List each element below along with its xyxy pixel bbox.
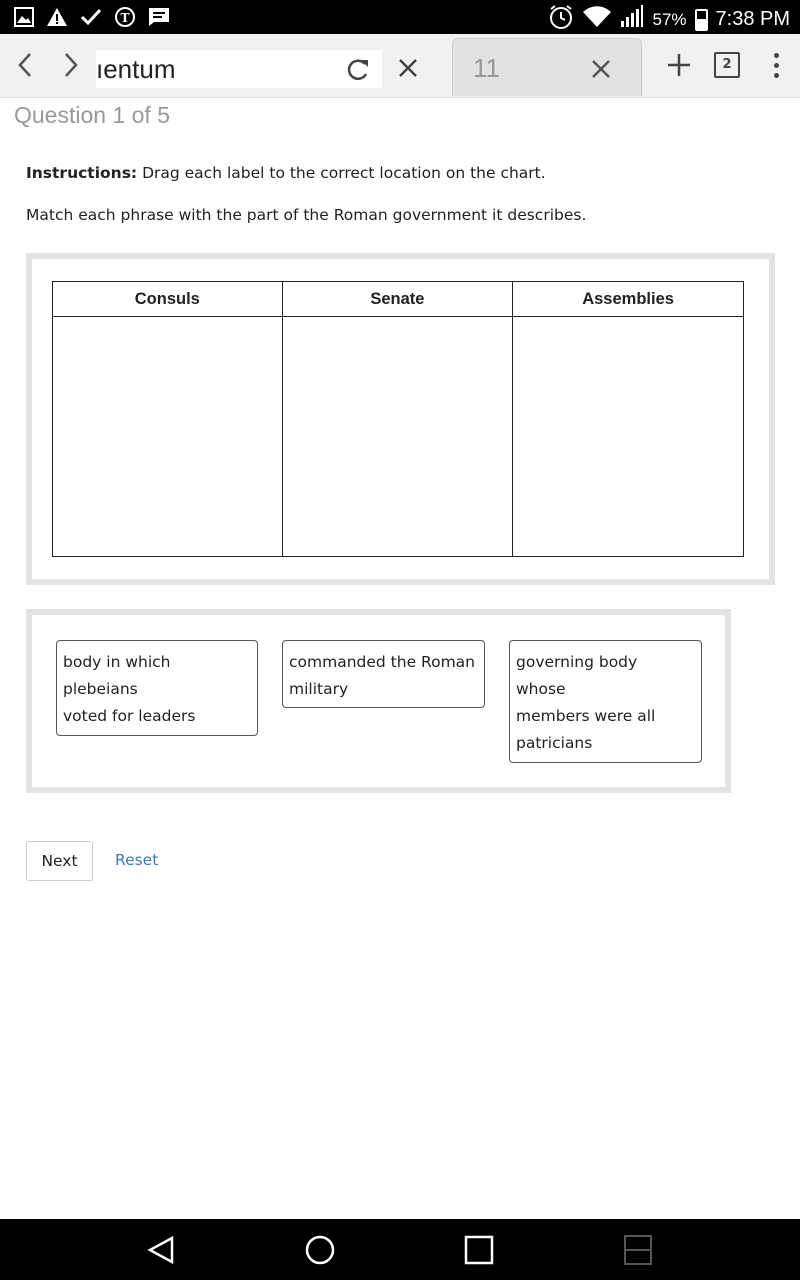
signal-icon — [620, 5, 644, 34]
more-vertical-icon — [774, 53, 779, 58]
split-screen-button[interactable] — [620, 1232, 656, 1268]
home-nav-button[interactable] — [302, 1232, 338, 1268]
back-triangle-icon — [144, 1232, 180, 1268]
label-line: whose — [516, 680, 566, 698]
labels-panel — [26, 609, 731, 793]
draggable-label[interactable] — [56, 640, 258, 736]
column-header-senate: Senate — [282, 282, 513, 317]
close-icon — [587, 55, 615, 83]
reload-button[interactable] — [344, 56, 372, 84]
chevron-right-icon — [61, 50, 81, 80]
status-bar — [0, 0, 800, 34]
inactive-tab[interactable] — [452, 38, 642, 96]
column-header-consuls: Consuls — [53, 282, 283, 317]
inactive-tab-title: 11 — [473, 53, 500, 83]
drop-chart — [52, 281, 744, 557]
message-icon — [148, 7, 170, 31]
tribune-icon — [114, 6, 136, 32]
back-nav-button[interactable] — [144, 1232, 180, 1268]
label-line: voted for leaders — [63, 707, 196, 725]
svg-text:T: T — [120, 11, 130, 25]
recents-nav-button[interactable] — [461, 1232, 497, 1268]
instructions-text: Drag each label to the correct location on the chart. — [142, 164, 546, 182]
close-icon — [394, 54, 422, 82]
label-line: patricians — [516, 734, 593, 752]
back-button[interactable] — [10, 48, 40, 82]
check-icon — [80, 7, 102, 31]
drop-zone-consuls[interactable] — [53, 317, 283, 557]
gallery-icon — [14, 7, 34, 31]
wifi-icon — [582, 5, 612, 34]
chart-panel — [26, 253, 775, 585]
reload-icon — [344, 56, 372, 84]
label-line: military — [289, 680, 349, 698]
close-tab-button[interactable] — [394, 54, 422, 82]
chevron-left-icon — [15, 50, 35, 80]
battery-percent: 57% — [652, 9, 687, 29]
menu-dot — [774, 73, 779, 78]
browser-toolbar — [0, 34, 800, 98]
drop-zone-assemblies[interactable] — [513, 317, 744, 557]
draggable-label[interactable] — [282, 640, 485, 708]
instructions — [26, 164, 546, 182]
system-icons — [548, 4, 790, 35]
menu-dot — [774, 63, 779, 68]
home-circle-icon — [302, 1232, 338, 1268]
label-line: plebeians — [63, 680, 138, 698]
question-prompt: Match each phrase with the part of the Roman government it describes. — [26, 206, 587, 224]
warning-icon — [46, 7, 68, 31]
plus-icon — [664, 50, 694, 80]
forward-button[interactable] — [56, 48, 86, 82]
drop-zone-senate[interactable] — [282, 317, 513, 557]
next-button[interactable]: Next — [26, 841, 93, 881]
label-line: governing body — [516, 653, 638, 671]
label-line: body in which — [63, 653, 171, 671]
reset-link[interactable]: Reset — [115, 851, 159, 869]
new-tab-button[interactable] — [664, 50, 694, 80]
notification-icons — [14, 6, 170, 32]
tab-switcher-button[interactable]: 2 — [714, 52, 740, 78]
system-navigation-bar — [0, 1219, 800, 1280]
alarm-icon — [548, 4, 574, 35]
recents-square-icon — [461, 1232, 497, 1268]
url-field[interactable]: ıentum — [96, 50, 382, 88]
clock: 7:38 PM — [715, 8, 790, 30]
inactive-tab-close-button[interactable] — [587, 55, 615, 83]
split-screen-icon — [620, 1232, 656, 1268]
draggable-label[interactable] — [509, 640, 702, 763]
overflow-menu-button[interactable] — [766, 48, 786, 84]
label-line: members were all — [516, 707, 656, 725]
label-line: commanded the Roman — [289, 653, 476, 671]
column-header-assemblies: Assemblies — [513, 282, 744, 317]
question-counter: Question 1 of 5 — [14, 102, 170, 128]
battery-icon — [695, 9, 708, 31]
instructions-label: Instructions: — [26, 164, 138, 182]
